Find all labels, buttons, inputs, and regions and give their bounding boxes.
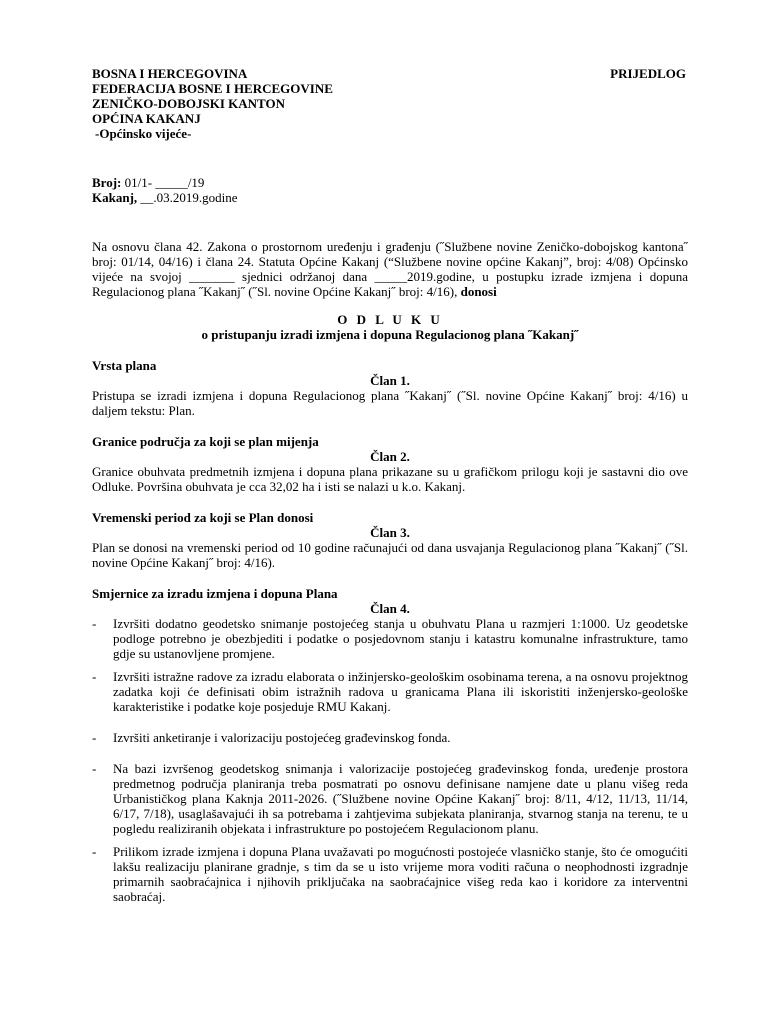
list-item bbox=[92, 844, 688, 904]
article-4-title: Član 4. bbox=[370, 601, 410, 616]
issuer-council: -Općinsko vijeće- bbox=[95, 126, 192, 141]
article-1-text: Pristupa se izradi izmjena i dopuna Regulacionog plana ˝Kakanj˝ (˝Sl. novine Općine Kakanj˝ broj: 4/16) u daljem tekstu: Plan. bbox=[92, 388, 688, 418]
reference-date-value: __.03.2019.godine bbox=[137, 190, 238, 205]
list-item bbox=[92, 730, 688, 745]
preamble-text: Na osnovu člana 42. Zakona o prostornom uređenju i građenju (˝Službene novine Zeničko-dobojskog kantona˝ broj: 01/14, 04/16) i člana 24. Statuta Općine Kakanj (“Službene novine općine Kakanj”, broj: 4/08) Općinsko vijeće na svojoj _______ sjednici održanoj dana _____2019.godine, u postupku izrade izmjena i dopuna Regulacionog plana ˝Kakanj˝ (˝Sl. novine Općine Kakanj˝ broj: 4/16), bbox=[92, 239, 688, 299]
proposal-tag: PRIJEDLOG bbox=[610, 66, 686, 81]
guidelines-list bbox=[92, 616, 688, 904]
reference-number bbox=[92, 175, 688, 190]
list-marker: - bbox=[92, 761, 97, 776]
article-1-title: Član 1. bbox=[370, 373, 410, 388]
decision-title-block bbox=[92, 312, 688, 342]
list-marker: - bbox=[92, 730, 97, 745]
reference-date bbox=[92, 190, 688, 205]
reference-block bbox=[92, 175, 688, 205]
list-marker: - bbox=[92, 669, 97, 684]
document-page bbox=[92, 66, 688, 904]
list-item-text: Na bazi izvršenog geodetskog snimanja i valorizacije postojećeg građevinskog fonda, uređenje prostora predmetnog područja planiranja treba posmatrati po osnovu definisane namjene date u planu višeg reda Urbanističkog plana Kaknja 2011-2026. (˝Službene novine Općine Kakanj˝ broj: 8/11, 4/12, 11/13, 11/14, 6/17, 7/18), usaglašavajući ih sa potrebama i zahtjevima subjekata planiranja, stvarnog stanja na terenu, te u pogledu realiziranih objekata i infrastrukture po postojećem Regulacionom planu. bbox=[113, 761, 688, 836]
list-item-text: Prilikom izrade izmjena i dopuna Plana uvažavati po mogućnosti postojeće vlasničko stanje, što će omogućiti lakšu realizaciju planirane gradnje, s tim da se u isto vrijeme mora voditi računa o neophodnosti izgradnje primarnih saobraćajnica i njihovih priključaka na saobraćajnice višeg reda kao i koridore za interventni saobraćaj. bbox=[113, 844, 688, 904]
reference-number-value: 01/1- _____/19 bbox=[121, 175, 205, 190]
section-heading-4: Smjernice za izradu izmjena i dopuna Plana bbox=[92, 586, 338, 601]
issuer-block bbox=[92, 66, 688, 141]
reference-number-label: Broj: bbox=[92, 175, 122, 190]
section-heading-1: Vrsta plana bbox=[92, 358, 157, 373]
list-item bbox=[92, 761, 688, 836]
article-2-title: Član 2. bbox=[370, 449, 410, 464]
article-2-text: Granice obuhvata predmetnih izmjena i dopuna plana prikazane su u grafičkom prilogu koji je sastavni dio ove Odluke. Površina obuhvata je cca 32,02 ha i isti se nalazi u k.o. Kakanj. bbox=[92, 464, 688, 494]
article-3-title: Član 3. bbox=[370, 525, 410, 540]
issuer-municipality: OPĆINA KAKANJ bbox=[92, 111, 201, 126]
article-3-text: Plan se donosi na vremenski period od 10 godine računajući od dana usvajanja Regulacionog plana ˝Kakanj˝ (˝Sl. novine Općine Kakanj˝ broj: 4/16). bbox=[92, 540, 688, 570]
issuer-country: BOSNA I HERCEGOVINA bbox=[92, 66, 248, 81]
list-item-text: Izvršiti anketiranje i valorizaciju postojećeg građevinskog fonda. bbox=[113, 730, 451, 745]
list-item bbox=[92, 616, 688, 661]
preamble-bold-end: donosi bbox=[460, 284, 497, 299]
section-heading-3: Vremenski period za koji se Plan donosi bbox=[92, 510, 314, 525]
reference-date-label: Kakanj, bbox=[92, 190, 138, 205]
issuer-federation: FEDERACIJA BOSNE I HERCEGOVINE bbox=[92, 81, 333, 96]
preamble-paragraph bbox=[92, 239, 688, 299]
issuer-canton: ZENIČKO-DOBOJSKI KANTON bbox=[92, 96, 285, 111]
list-marker: - bbox=[92, 616, 97, 631]
decision-subtitle: o pristupanju izradi izmjena i dopuna Regulacionog plana ˝Kakanj˝ bbox=[201, 327, 579, 342]
list-item bbox=[92, 669, 688, 714]
list-marker: - bbox=[92, 844, 97, 859]
list-item-text: Izvršiti istražne radove za izradu elaborata o inžinjersko-geološkim osobinama terena, a na osnovu projektnog zadatka koji će definisati obim istražnih radova u granicama Plana ili iskoristiti inženjersko-geološke karakteristike i podatke koje posjeduje RMU Kakanj. bbox=[113, 669, 688, 714]
decision-title: O D L U K U bbox=[337, 312, 443, 327]
section-heading-2: Granice područja za koji se plan mijenja bbox=[92, 434, 319, 449]
list-item-text: Izvršiti dodatno geodetsko snimanje postojećeg stanja u obuhvatu Plana u razmjeri 1:1000. Uz geodetske podloge potrebno je obezbjediti i podatke o posjedovnom stanju i katastru komunalne infrastrukture, tamo gdje su ustanovljene promjene. bbox=[113, 616, 688, 661]
